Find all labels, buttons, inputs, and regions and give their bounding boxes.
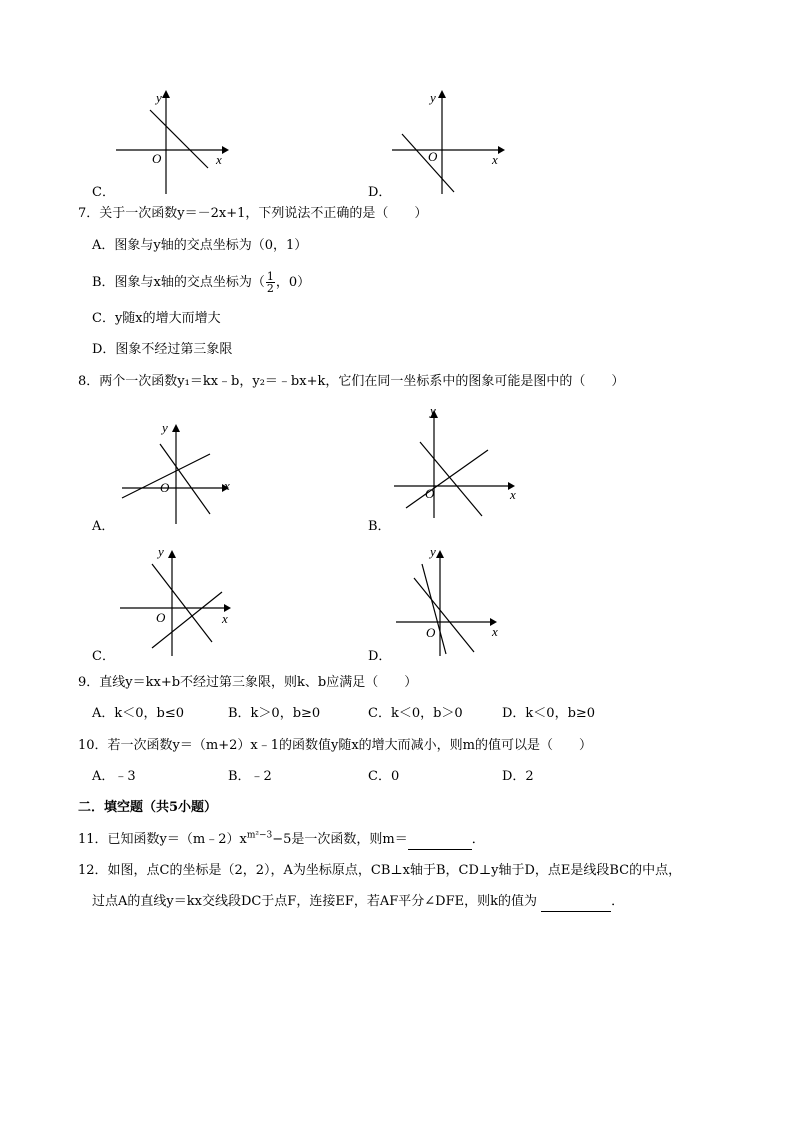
q11-end: ． bbox=[471, 832, 485, 847]
q7-option-a[interactable]: A．图象与y轴的交点坐标为（0，1） bbox=[92, 238, 308, 253]
q8-option-c-label[interactable]: C． bbox=[92, 649, 115, 664]
fraction bbox=[266, 271, 275, 294]
q9-stem: 9．直线y＝kx+b不经过第三象限，则k、b应满足（ ） bbox=[78, 675, 418, 690]
q11-answer-blank[interactable] bbox=[408, 831, 472, 850]
q12-answer-blank[interactable] bbox=[541, 893, 611, 912]
q8-graph-a bbox=[118, 418, 248, 528]
section-title: 二．填空题（共5小题） bbox=[78, 800, 218, 815]
x-axis-label: x bbox=[222, 611, 228, 626]
y-axis-label: y bbox=[162, 420, 168, 435]
fraction-numerator: 1 bbox=[266, 270, 274, 283]
x-axis-label: x bbox=[224, 478, 230, 493]
q7-option-b-suffix: ，0） bbox=[275, 275, 311, 290]
origin-label: O bbox=[426, 625, 436, 640]
x-axis-label: x bbox=[510, 487, 516, 502]
q8-stem: 8．两个一次函数y₁＝kx﹣b，y₂＝﹣bx+k，它们在同一坐标系中的图象可能是图中的（ ） bbox=[78, 374, 625, 389]
q6-option-d-label[interactable]: D． bbox=[368, 185, 392, 200]
q8-option-a-label[interactable]: A． bbox=[92, 519, 115, 534]
q7-option-d[interactable]: D．图象不经过第三象限 bbox=[92, 342, 233, 357]
origin-label: O bbox=[425, 486, 435, 501]
q9-option-c[interactable]: C．k＜0，b＞0 bbox=[368, 706, 463, 721]
q11-exponent: m²−3 bbox=[246, 830, 273, 841]
origin-label: O bbox=[156, 610, 166, 625]
q6-option-c-label[interactable]: C． bbox=[92, 185, 115, 200]
y-axis-label: y bbox=[430, 90, 436, 105]
q12-end: ． bbox=[611, 894, 625, 909]
q12-line2-text: 过点A的直线y＝kx交线段DC于点F，连接EF，若AF平分∠DFE，则k的值为 bbox=[92, 894, 537, 909]
x-axis-label: x bbox=[492, 624, 498, 639]
q10-option-a[interactable]: A．﹣3 bbox=[92, 769, 136, 784]
q7-option-b-prefix: B．图象与x轴的交点坐标为（ bbox=[92, 275, 265, 290]
q10-option-c[interactable]: C．0 bbox=[368, 769, 400, 784]
q7-stem: 7．关于一次函数y＝－2x+1，下列说法不正确的是（ ） bbox=[78, 206, 428, 221]
y-axis-label: y bbox=[430, 544, 436, 559]
q11-prefix: 11．已知函数y＝（m﹣2）x bbox=[78, 832, 247, 847]
q11 bbox=[78, 831, 485, 850]
q10-option-d[interactable]: D．2 bbox=[502, 769, 534, 784]
q9-option-b[interactable]: B．k＞0，b≥0 bbox=[228, 706, 321, 721]
q11-suffix: −5是一次函数，则m＝ bbox=[272, 832, 408, 847]
q6-graph-d bbox=[388, 88, 508, 198]
y-axis-label: y bbox=[156, 90, 162, 105]
q7-option-b[interactable] bbox=[92, 265, 310, 301]
q8-graph-b bbox=[390, 400, 524, 520]
q8-graph-d bbox=[392, 540, 512, 658]
x-axis-label: x bbox=[492, 152, 498, 167]
q8-graph-c bbox=[116, 540, 246, 658]
q6-graph-c bbox=[112, 88, 232, 198]
fraction-denominator: 2 bbox=[266, 282, 274, 295]
q10-option-b[interactable]: B．﹣2 bbox=[228, 769, 272, 784]
q8-option-b-label[interactable]: B． bbox=[368, 519, 391, 534]
q12-line2 bbox=[92, 893, 624, 912]
q8-option-d-label[interactable]: D． bbox=[368, 649, 392, 664]
q7-option-c[interactable]: C．y随x的增大而增大 bbox=[92, 311, 221, 326]
q9-option-a[interactable]: A．k＜0，b≤0 bbox=[92, 706, 185, 721]
q12-line1: 12．如图，点C的坐标是（2，2），A为坐标原点，CB⊥x轴于B，CD⊥y轴于D，点E是线段BC的中点， bbox=[78, 863, 682, 878]
y-axis-label: y bbox=[158, 544, 164, 559]
origin-label: O bbox=[428, 149, 438, 164]
x-axis-label: x bbox=[216, 152, 222, 167]
q10-stem: 10．若一次函数y＝（m+2）x﹣1的函数值y随x的增大而减小，则m的值可以是（ ） bbox=[78, 738, 592, 753]
origin-label: O bbox=[152, 151, 162, 166]
y-axis-label: y bbox=[430, 403, 436, 418]
q9-option-d[interactable]: D．k＜0，b≥0 bbox=[502, 706, 596, 721]
origin-label: O bbox=[160, 480, 170, 495]
